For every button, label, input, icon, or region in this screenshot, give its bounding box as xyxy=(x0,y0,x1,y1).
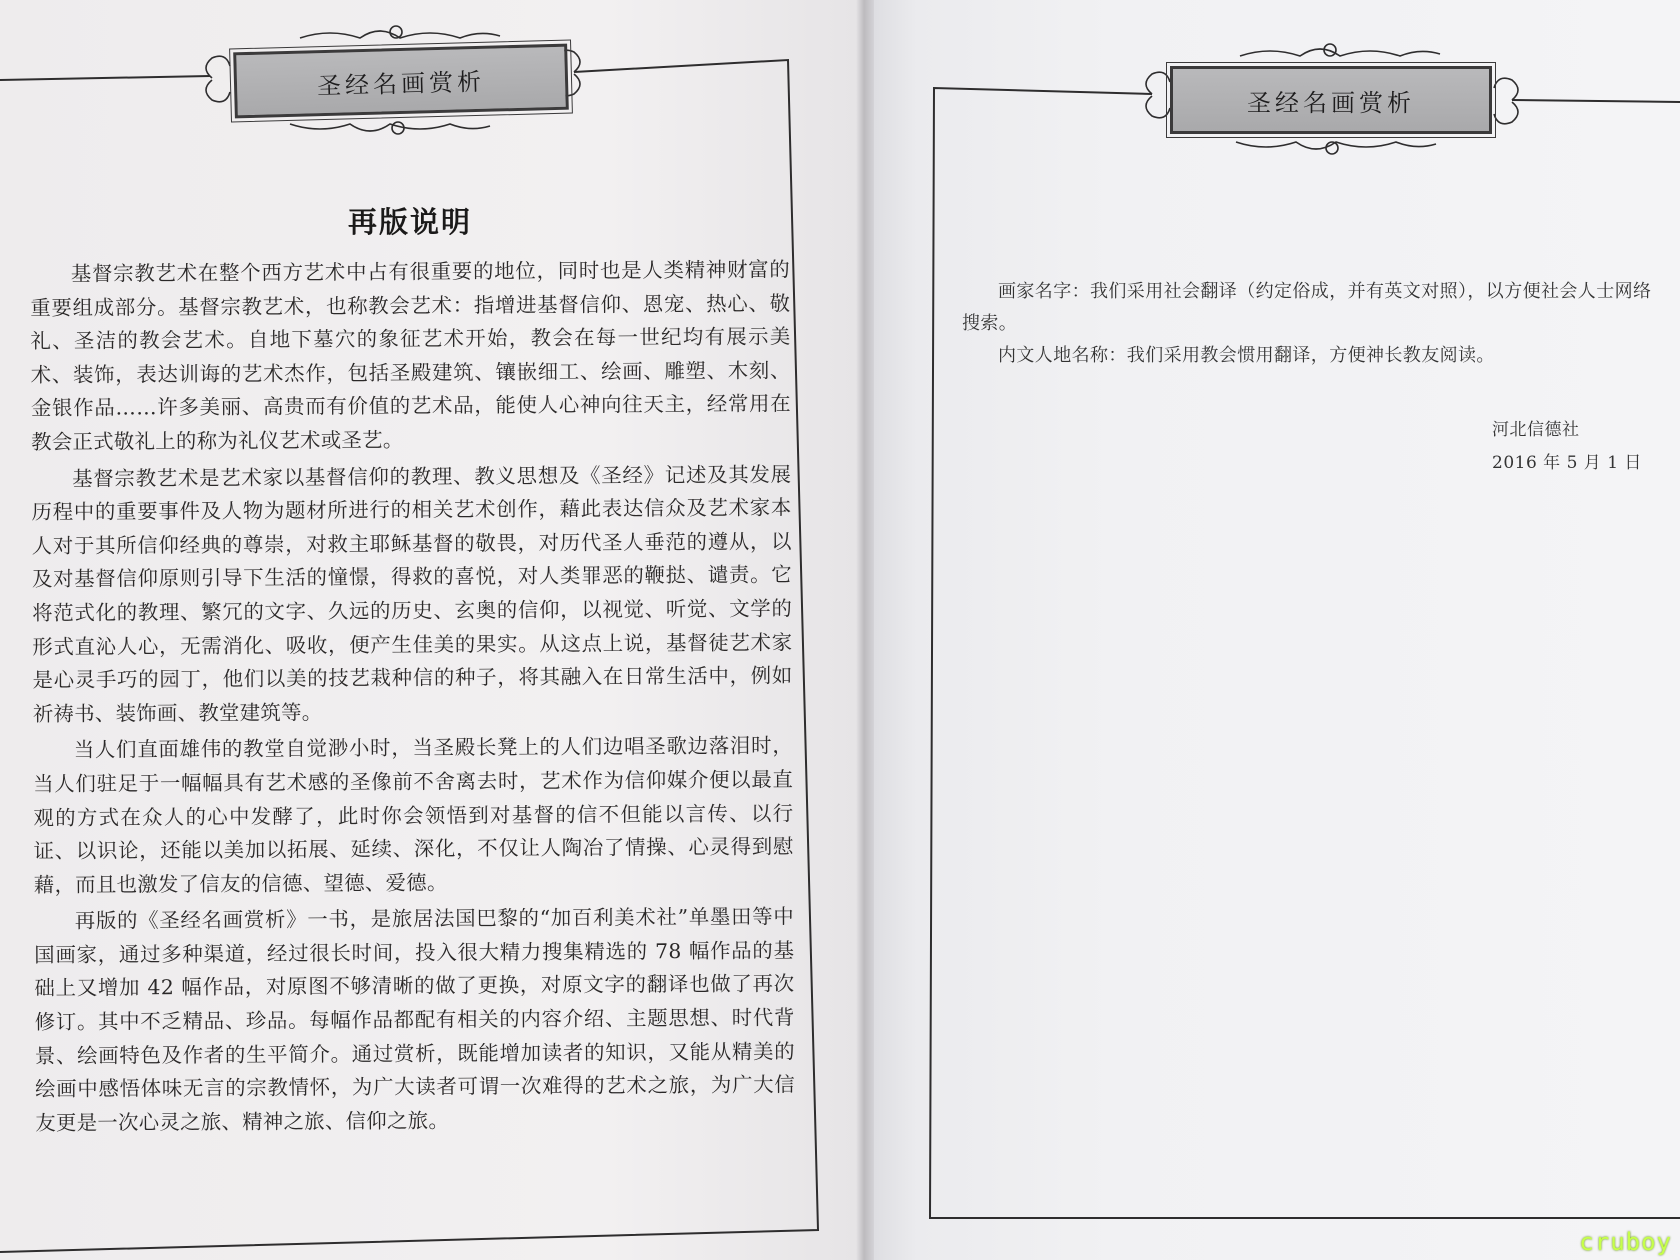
paragraph: 再版的《圣经名画赏析》一书，是旅居法国巴黎的“加百利美术社”单墨田等中国画家，通过多种渠道，经过很长时间，投入很大精力搜集精选的 78 幅作品的基础上又增加 42 幅作品，对原图不够清晰的做了更换，对原文字的翻译也做了再次修订。其中不乏精品、珍品。每幅作品都配有相关的内容介绍、主题思想、时代背景、绘画特色及作者的生平简介。通过赏析，既能增加读者的知识，又能从精美的绘画中感悟体味无言的宗教情怀，为广大读者可谓一次难得的艺术之旅，为广大信友更是一次心灵之旅、精神之旅、信仰之旅。 xyxy=(34,904,796,1135)
right-header-banner xyxy=(1170,66,1492,134)
publisher-name: 河北信德社 xyxy=(1492,420,1580,440)
left-header-banner xyxy=(233,44,569,119)
left-header-title: 圣经名画赏析 xyxy=(316,67,486,100)
document-title: 再版说明 xyxy=(347,205,472,239)
paragraph: 基督宗教艺术是艺术家以基督信仰的教理、教义思想及《圣经》记述及其发展历程中的重要事件及人物为题材所进行的相关艺术创作，藉此表达信众及艺术家本人对于其所信仰经典的尊崇，对救主耶稣基督的敬畏，对历代圣人垂范的遵从，以及对基督信仰原则引导下生活的憧憬，得救的喜悦，对人类罪恶的鞭挞、谴责。它将范式化的教理、繁冗的文字、久远的历史、玄奥的信仰，以视觉、听觉、文学的形式直沁人心，无需消化、吸收，便产生佳美的果实。从这点上说，基督徒艺术家是心灵手巧的园丁，他们以美的技艺栽种信的种子，将其融入在日常生活中，例如祈祷书、装饰画、教堂建筑等。 xyxy=(31,461,793,726)
paragraph: 基督宗教艺术在整个西方艺术中占有很重要的地位，同时也是人类精神财富的重要组成部分。基督宗教艺术，也称教会艺术：指增进基督信仰、恩宠、热心、敬礼、圣洁的教会艺术。自地下墓穴的象征艺术开始，教会在每一世纪均有展示美术、装饰，表达训诲的艺术杰作，包括圣殿建筑、镶嵌细工、绘画、雕塑、木刻、金银作品……许多美丽、高贵而有价值的艺术品，能使人心神向往天主，经常用在教会正式敬礼上的称为礼仪艺术或圣艺。 xyxy=(30,257,791,454)
right-body-text xyxy=(962,276,1668,372)
paragraph: 内文人地名称：我们采用教会惯用翻译，方便神长教友阅读。 xyxy=(998,345,1495,366)
paragraph: 画家名字：我们采用社会翻译（约定俗成，并有英文对照），以方便社会人士网络搜索。 xyxy=(962,281,1652,334)
right-header-title: 圣经名画赏析 xyxy=(1247,88,1415,117)
right-page-frame xyxy=(930,88,1680,1218)
paragraph: 当人们直面雄伟的教堂自觉渺小时，当圣殿长凳上的人们边唱圣歌边落泪时，当人们驻足于一幅幅具有艺术感的圣像前不舍离去时，艺术作为信仰媒介便以最直观的方式在众人的心中发酵了，此时你会领悟到对基督的信不但能以言传、以行证、以识论，还能以美加以拓展、延续、深化，不仅让人陶冶了情操、心灵得到慰藉，而且也激发了信友的信德、望德、爱德。 xyxy=(33,733,794,897)
watermark-text: cruboy xyxy=(1579,1228,1672,1256)
signature-block xyxy=(1492,414,1642,480)
left-body-text xyxy=(30,253,795,1143)
publish-date: 2016 年 5 月 1 日 xyxy=(1492,453,1642,473)
